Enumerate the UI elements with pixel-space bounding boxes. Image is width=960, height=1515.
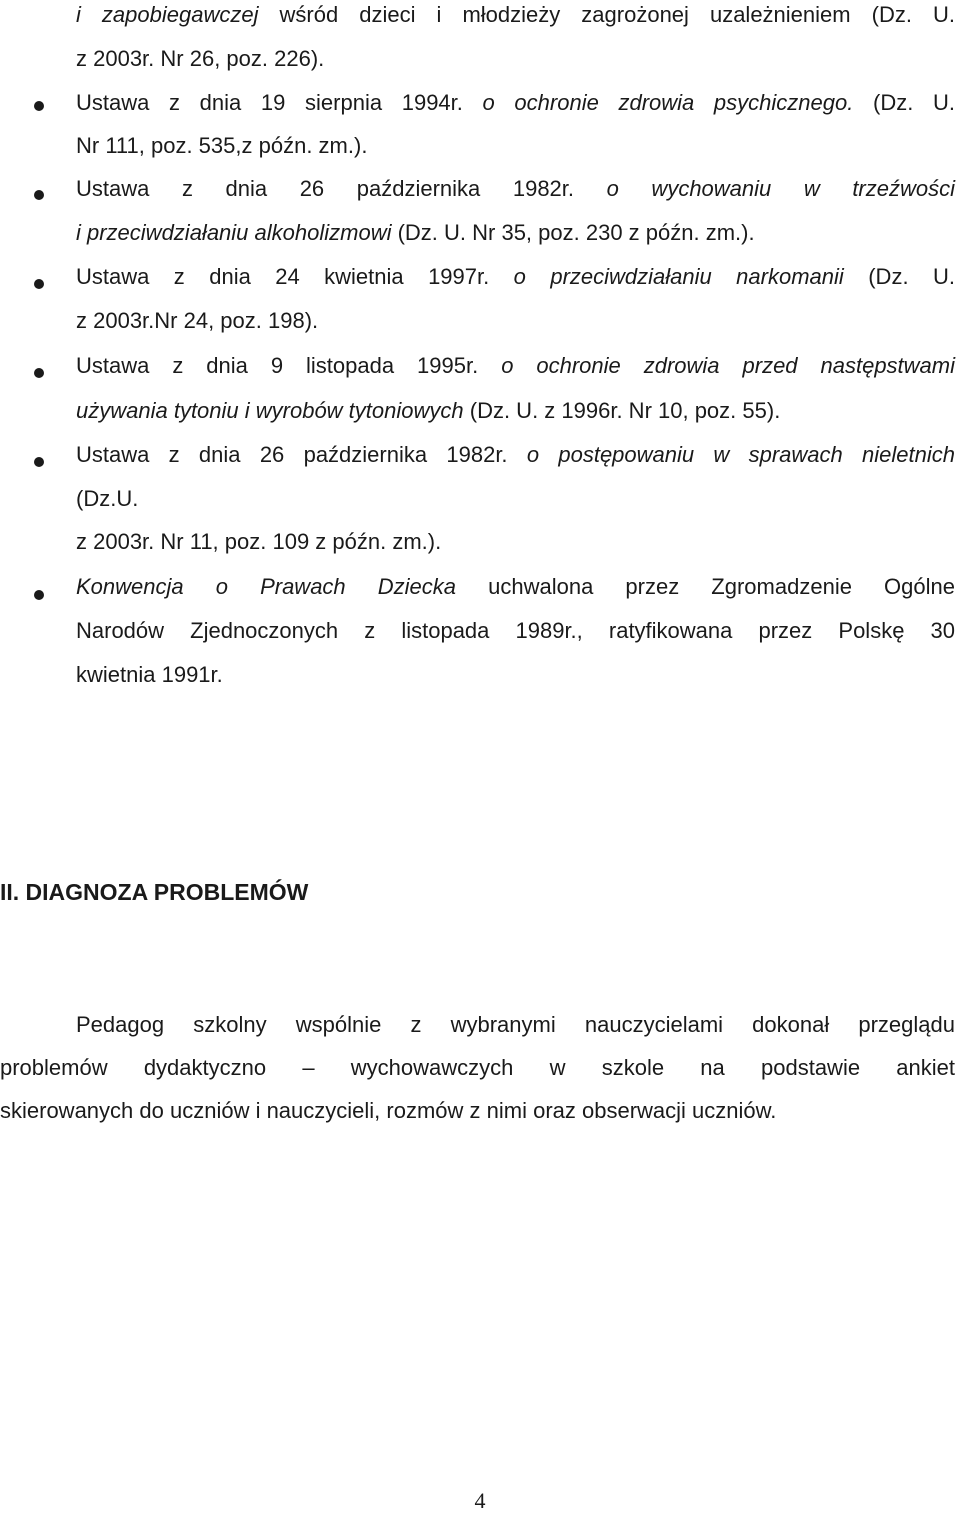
text-segment: (Dz. U. Nr 35, poz. 230 z późn. zm.). [391, 220, 755, 245]
text-segment: z 2003r. Nr 26, poz. 226). [76, 46, 325, 71]
italic-title-text: i zapobiegawczej [76, 2, 259, 27]
list-item-line [76, 527, 441, 557]
list-item-line [76, 262, 955, 292]
list-item-line [76, 88, 955, 118]
text-segment: (Dz. U. [853, 90, 955, 115]
list-item-line [76, 484, 138, 514]
text-segment: Ustawa z dnia 26 października 1982r. [76, 176, 607, 201]
italic-title-text: i przeciwdziałaniu alkoholizmowi [76, 220, 392, 245]
text-segment: Nr 111, poz. 535,z późn. zm.). [76, 133, 368, 158]
list-item-line [76, 351, 955, 381]
list-item-line [76, 440, 955, 470]
page-number: 4 [474, 1488, 486, 1513]
paragraph-line: skierowanych do uczniów i nauczycieli, rozmów z nimi oraz obserwacji uczniów. [0, 1098, 777, 1123]
text-segment: kwietnia 1991r. [76, 662, 223, 687]
list-item-line [76, 306, 318, 336]
text-segment: (Dz. U. [843, 264, 955, 289]
paragraph-line: problemów dydaktyczno – wychowawczych w szkole na podstawie ankiet [0, 1055, 955, 1080]
italic-title-text: o wychowaniu w trzeźwości [606, 176, 956, 201]
bullet-icon [34, 101, 44, 111]
bullet-icon [34, 190, 44, 200]
italic-title-text: o przeciwdziałaniu narkomanii [513, 264, 844, 289]
italic-title-text: o postępowaniu w sprawach nieletnich [526, 442, 956, 467]
text-segment: z 2003r.Nr 24, poz. 198). [76, 308, 319, 333]
italic-title-text: o ochronie zdrowia psychicznego. [482, 90, 854, 115]
italic-title-text: o ochronie zdrowia przed następstwami [501, 353, 955, 378]
bullet-icon [34, 368, 44, 378]
list-item-line [76, 131, 367, 161]
bullet-icon [34, 590, 44, 600]
bullet-icon [34, 457, 44, 467]
list-item-line [76, 660, 223, 690]
list-item-line [76, 572, 955, 602]
list-item-line [76, 174, 955, 204]
list-item-line [76, 616, 955, 646]
text-segment: Ustawa z dnia 24 kwietnia 1997r. [76, 264, 514, 289]
list-item-line [76, 218, 755, 248]
bullet-icon [34, 279, 44, 289]
text-segment: (Dz. U. z 1996r. Nr 10, poz. 55). [463, 398, 781, 423]
text-segment: z 2003r. Nr 11, poz. 109 z późn. zm.). [76, 529, 442, 554]
list-item-line [76, 0, 955, 30]
text-segment: wśród dzieci i młodzieży zagrożonej uzależnieniem (Dz. U. [258, 2, 956, 27]
text-segment: Ustawa z dnia 19 sierpnia 1994r. [76, 90, 483, 115]
text-segment: Ustawa z dnia 26 października 1982r. [76, 442, 527, 467]
paragraph-line: Pedagog szkolny wspólnie z wybranymi nauczycielami dokonał przeglądu [76, 1012, 955, 1037]
section-heading: II. DIAGNOZA PROBLEMÓW [0, 879, 309, 905]
italic-title-text: używania tytoniu i wyrobów tytoniowych [76, 398, 464, 423]
text-segment: Ustawa z dnia 9 listopada 1995r. [76, 353, 502, 378]
italic-title-text: Konwencja o Prawach Dziecka [76, 574, 457, 599]
text-segment: uchwalona przez Zgromadzenie Ogólne [456, 574, 955, 599]
text-segment: Narodów Zjednoczonych z listopada 1989r., ratyfikowana przez Polskę 30 [76, 618, 955, 643]
text-segment: (Dz.U. [76, 486, 139, 511]
list-item-line [76, 44, 324, 74]
list-item-line [76, 396, 780, 426]
